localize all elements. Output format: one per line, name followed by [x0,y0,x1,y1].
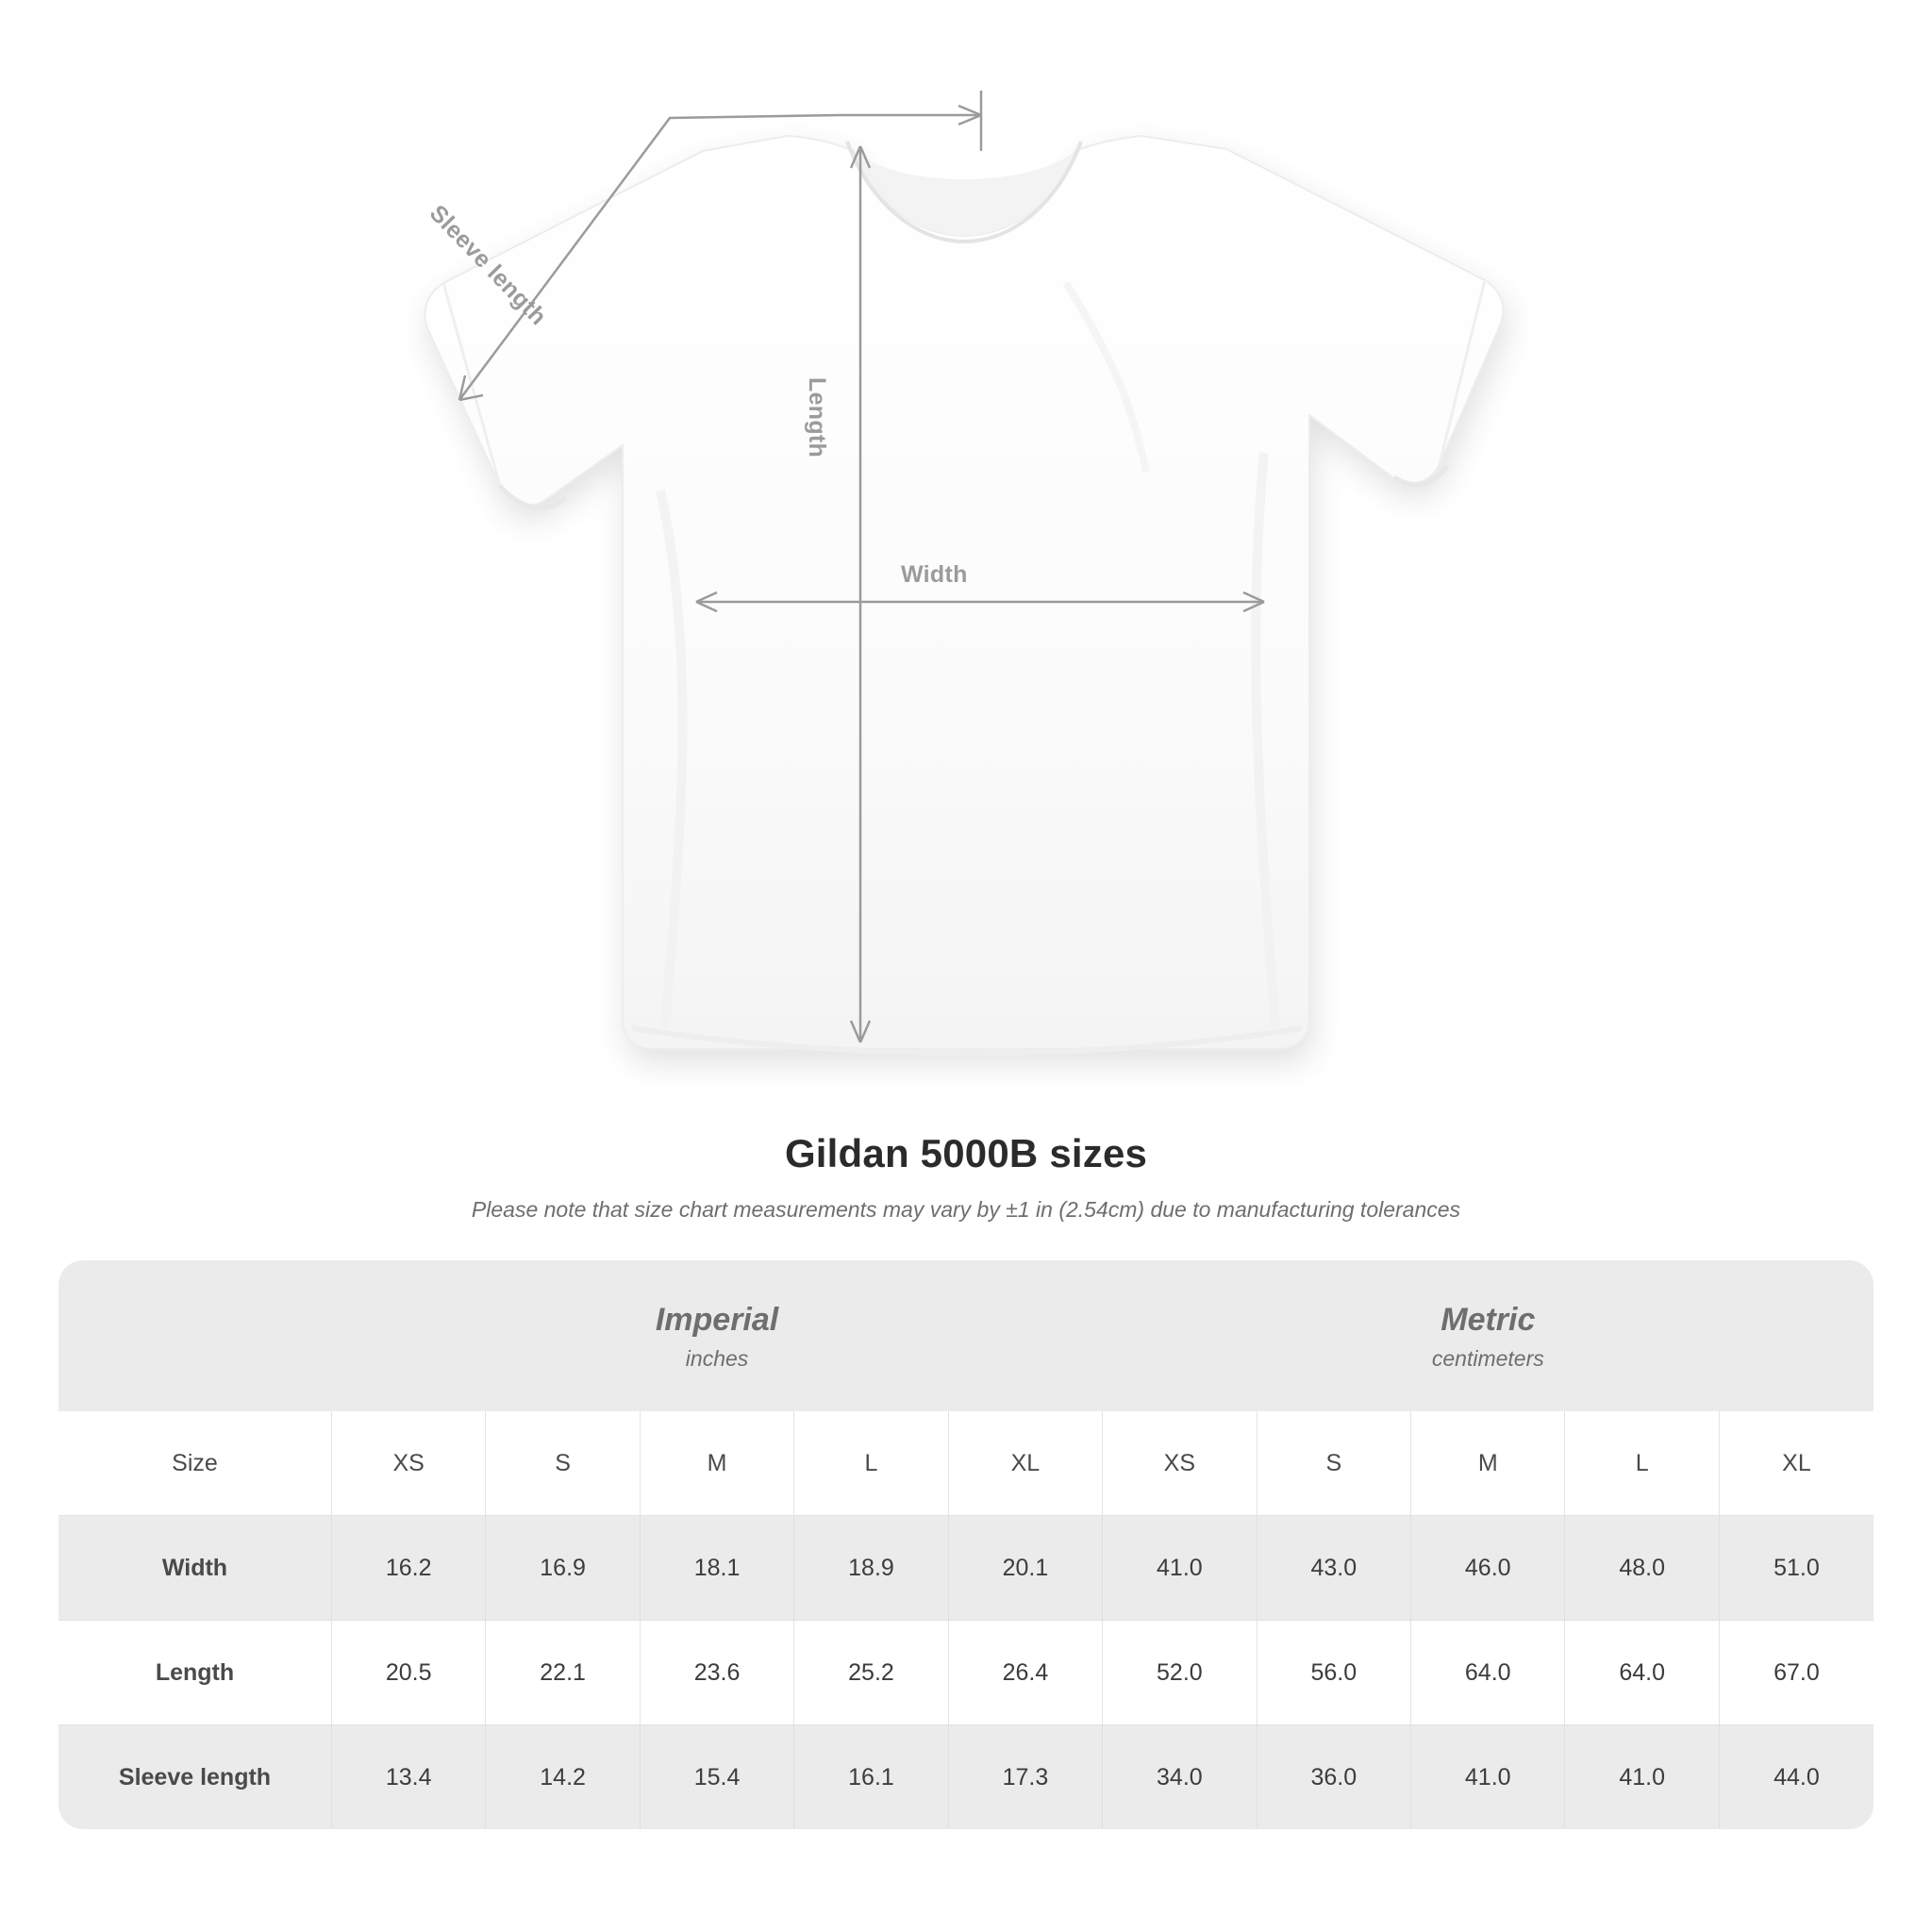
unit-group-imperial [331,1260,1102,1411]
cell-length-metric-xs: 52.0 [1103,1621,1257,1725]
size-table [58,1260,1874,1829]
cell-sleeve-metric-xs: 34.0 [1103,1725,1257,1830]
cell-width-metric-xs: 41.0 [1103,1516,1257,1621]
cell-length-metric-m: 64.0 [1411,1621,1565,1725]
cell-width-imperial-l: 18.9 [794,1516,948,1621]
unit-group-metric [1103,1260,1874,1411]
size-table-container [58,1260,1874,1829]
cell-length-metric-xl: 67.0 [1719,1621,1874,1725]
cell-sleeve-metric-xl: 44.0 [1719,1725,1874,1830]
cell-width-metric-l: 48.0 [1565,1516,1719,1621]
size-col-imperial-xs: XS [331,1411,485,1516]
unit-group-metric-name: Metric [1441,1302,1536,1339]
cell-sleeve-imperial-xl: 17.3 [948,1725,1102,1830]
length-dimension-label: Length [804,377,830,458]
cell-sleeve-imperial-l: 16.1 [794,1725,948,1830]
cell-width-imperial-m: 18.1 [640,1516,793,1621]
cell-sleeve-imperial-xs: 13.4 [331,1725,485,1830]
page-title: Gildan 5000B sizes [784,1131,1148,1175]
cell-sleeve-imperial-m: 15.4 [640,1725,793,1830]
cell-sleeve-metric-s: 36.0 [1257,1725,1410,1830]
cell-sleeve-imperial-s: 14.2 [486,1725,640,1830]
size-col-imperial-xl: XL [948,1411,1102,1516]
size-header-row [58,1411,1874,1516]
size-col-metric-m: M [1411,1411,1565,1516]
table-row [58,1725,1874,1830]
cell-length-imperial-s: 22.1 [486,1621,640,1725]
width-dimension-label: Width [901,561,968,588]
unit-group-metric-sub: centimeters [1431,1345,1544,1371]
table-row [58,1621,1874,1725]
row-label-sleeve-length: Sleeve length [58,1725,331,1830]
cell-sleeve-metric-l: 41.0 [1565,1725,1719,1830]
cell-length-imperial-xl: 26.4 [948,1621,1102,1725]
size-header-label: Size [58,1411,331,1516]
unit-group-row [58,1260,1874,1411]
size-col-metric-xl: XL [1719,1411,1874,1516]
cell-width-metric-xl: 51.0 [1719,1516,1874,1621]
cell-length-imperial-l: 25.2 [794,1621,948,1725]
cell-sleeve-metric-m: 41.0 [1411,1725,1565,1830]
size-col-imperial-s: S [486,1411,640,1516]
row-label-length: Length [58,1621,331,1725]
cell-width-imperial-s: 16.9 [486,1516,640,1621]
cell-length-metric-s: 56.0 [1257,1621,1410,1725]
unit-group-imperial-name: Imperial [655,1302,779,1339]
row-label-width: Width [58,1516,331,1621]
size-col-imperial-m: M [640,1411,793,1516]
tshirt-body-shape [425,136,1504,1049]
cell-length-imperial-m: 23.6 [640,1621,793,1725]
sleeve-dimension-label: Sleeve length [424,200,552,331]
tolerance-note: Please note that size chart measurements may vary by ±1 in (2.54cm) due to manufacturing tolerances [471,1197,1461,1222]
cell-length-metric-l: 64.0 [1565,1621,1719,1725]
table-row [58,1516,1874,1621]
size-col-imperial-l: L [794,1411,948,1516]
size-col-metric-s: S [1257,1411,1410,1516]
cell-width-metric-s: 43.0 [1257,1516,1410,1621]
cell-width-imperial-xl: 20.1 [948,1516,1102,1621]
cell-width-imperial-xs: 16.2 [331,1516,485,1621]
size-col-metric-l: L [1565,1411,1719,1516]
unit-corner-cell [58,1260,331,1411]
unit-group-imperial-sub: inches [685,1345,749,1371]
cell-width-metric-m: 46.0 [1411,1516,1565,1621]
cell-length-imperial-xs: 20.5 [331,1621,485,1725]
title-block [0,1131,1932,1223]
size-col-metric-xs: XS [1103,1411,1257,1516]
